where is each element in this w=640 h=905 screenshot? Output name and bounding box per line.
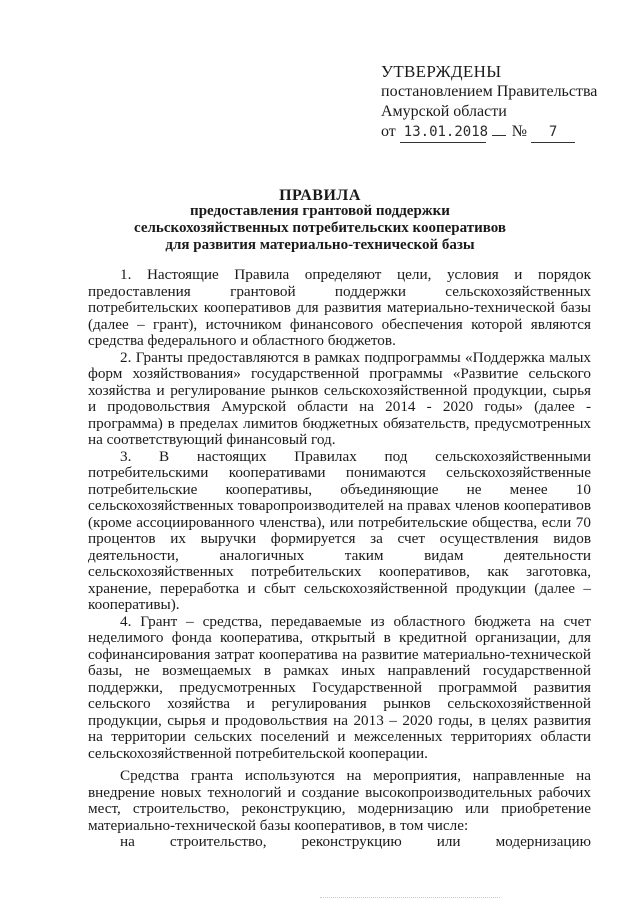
approval-line-1: постановлением Правительства (381, 83, 598, 100)
paragraph-5: Средства гранта используются на мероприятия, направленные на внедрение новых технологий и создание высокопроизводительных рабочих мест, строительство, реконструкцию, модернизацию или приобретение материально-технической базы кооперативов, в том числе: (88, 767, 591, 834)
date-prefix: от (381, 123, 396, 140)
page-edge-mark (320, 897, 500, 898)
document-subtitle-2: сельскохозяйственных потребительских кооперативов (134, 220, 506, 236)
document-body (88, 267, 591, 851)
paragraph-3: 3. В настоящих Правилах под сельскохозяйственными потребительскими кооперативами понимаются сельскохозяйственные потребительские кооперативы, объединяющие не менее 10 сельскохозяйственных товаропроизводителей на правах членов кооперативов (кроме ассоциированного членства), или потребительские общества, если 70 процентов их выручки формируется за счет осуществления видов деятельности, аналогичных таким видам деятельности сельскохозяйственных потребительских кооперативов, как заготовка, хранение, переработка и сбыт сельскохозяйственной продукции (далее – кооперативы). (88, 447, 591, 613)
paragraph-4: 4. Грант – средства, передаваемые из областного бюджета на счет неделимого фонда кооператива, открытый в кредитной организации, для софинансирования затрат кооператива на развитие материально-технической базы, не возмещаемых в рамках иных направлений государственной поддержки, предусмотренных Государственной программой развития сельского хозяйства и регулирования рынков сельскохозяйственной продукции, сырья и продовольствия на 2013 – 2020 годы, в целях развития на территории сельских поселений и межселенных территориях области сельскохозяйственной потребительской кооперации. (88, 612, 591, 762)
paragraph-2: 2. Гранты предоставляются в рамках подпрограммы «Поддержка малых форм хозяйствования» государственной программы «Развитие сельского хозяйства и регулирование рынков сельскохозяйственной продукции, сырья и продовольствия Амурской области на 2014 - 2020 годы» (далее - программа) в пределах лимитов бюджетных обязательств, предусмотренных на соответствующий финансовый год. (88, 348, 591, 448)
approval-block (381, 62, 597, 143)
approval-date: 13.01.2018 (400, 122, 486, 143)
paragraph-1: 1. Настоящие Правила определяют цели, условия и порядок предоставления грантовой поддержки сельскохозяйственных потребительских кооперативов для развития материально-технической базы (далее – грант), источником финансового обеспечения которой являются средства федерального и областного бюджетов. (88, 266, 591, 349)
approval-date-line (381, 122, 597, 143)
approval-title: УТВЕРЖДЕНЫ (381, 62, 502, 81)
number-label: № (511, 123, 528, 140)
approval-number: 7 (531, 122, 575, 143)
paragraph-6: на строительство, реконструкцию или модернизацию (120, 833, 591, 850)
document-subtitle-3: для развития материально-технической базы (165, 237, 475, 253)
document-title: ПРАВИЛА (279, 187, 361, 204)
document-subtitle-1: предоставления грантовой поддержки (190, 203, 450, 219)
approval-line-2: Амурской области (381, 103, 507, 120)
blank-line (492, 134, 506, 136)
